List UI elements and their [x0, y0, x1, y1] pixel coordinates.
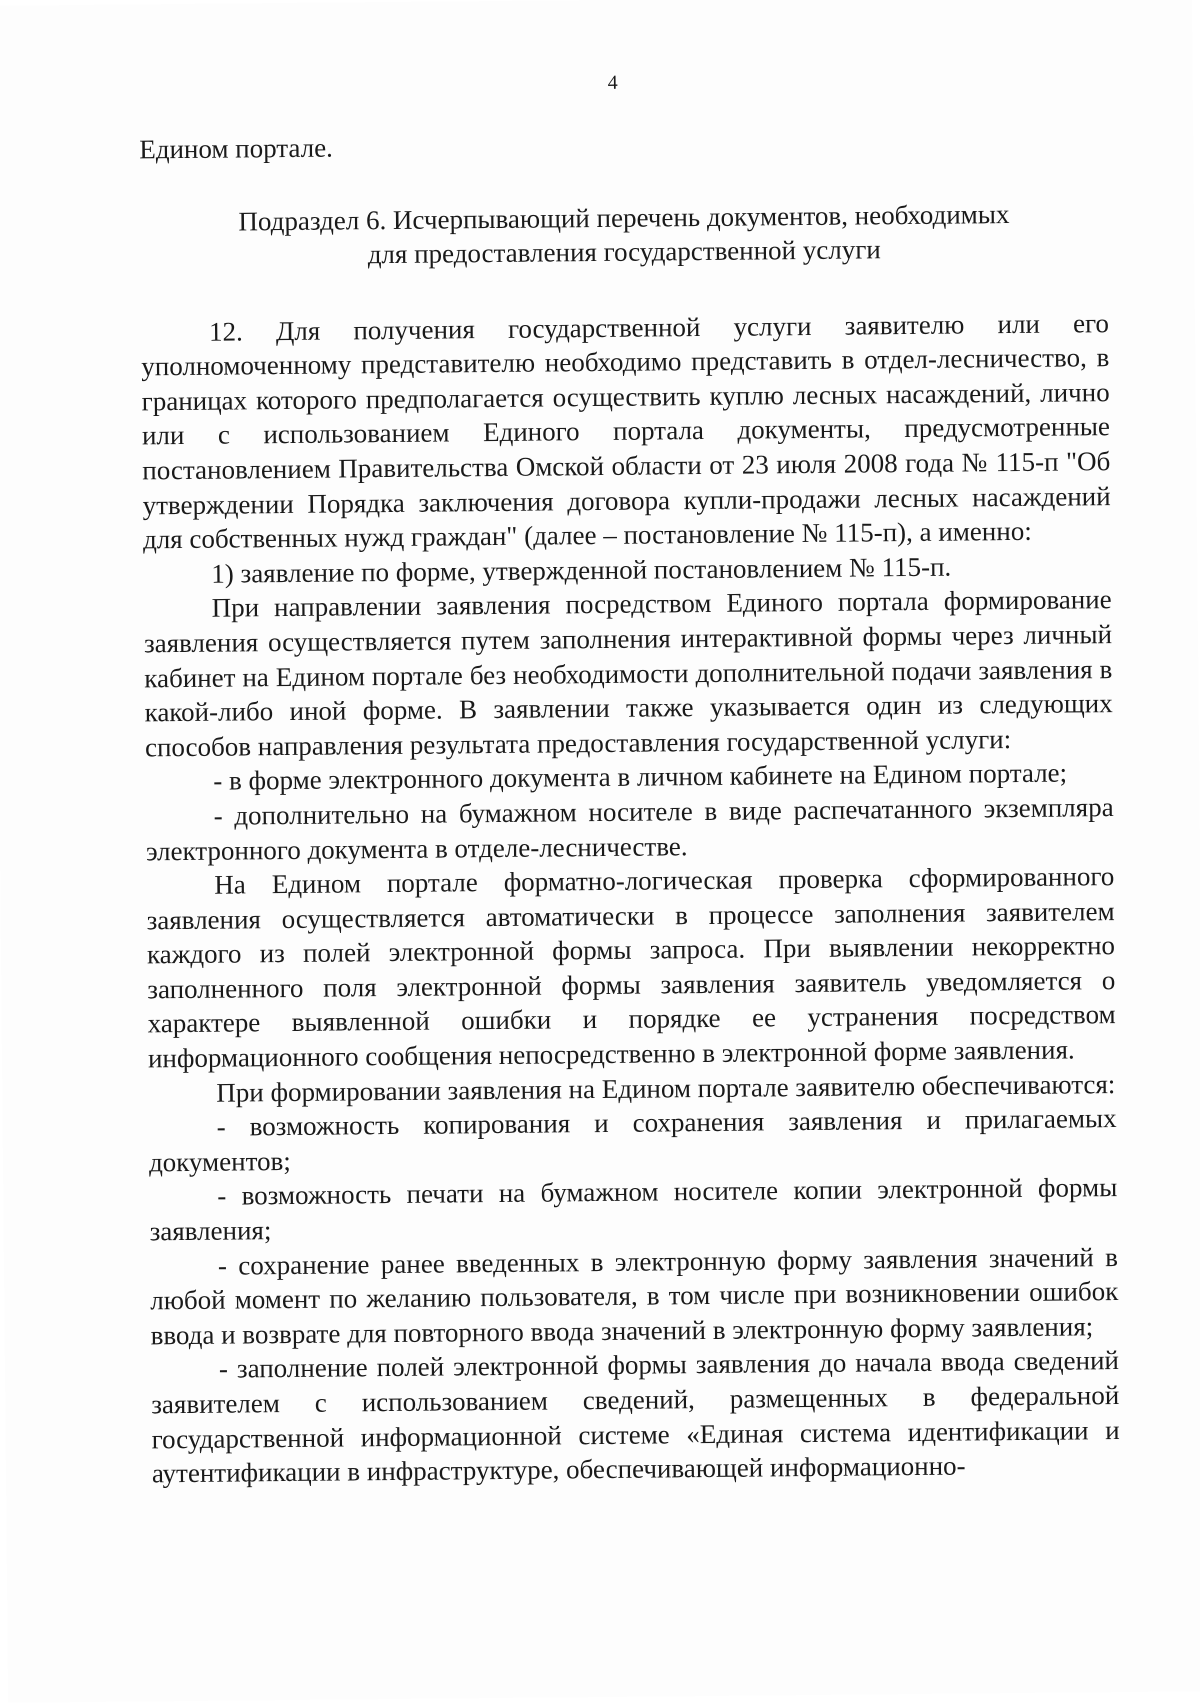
- paragraph-portal-submission: При направлении заявления посредством Единого портала формирование заявления осуществляется путем заполнения интерактивной формы через личный кабинет на Едином портале без необходимости дополнительной подачи заявления в какой-либо иной форме. В заявлении также указывается один из следующих способов направления результата предоставления государственной услуги:: [143, 584, 1113, 763]
- page-number: 4: [607, 71, 618, 94]
- paragraph-subitem-1: 1) заявление по форме, утвержденной постановлением № 115-п.: [211, 551, 952, 589]
- section-heading: [140, 196, 1109, 273]
- document-body: [139, 123, 1120, 1491]
- list-item-electronic-document: - в форме электронного документа в личном кабинете на Едином портале;: [213, 757, 1068, 797]
- list-item-save-values: - сохранение ранее введенных в электронную форму заявления значений в любой момент по желанию пользователя, в том числе при возникновении ошибок ввода и возврате для повторного ввода значений в электронную форму заявления;: [150, 1241, 1119, 1351]
- paragraph-portal-provides: При формировании заявления на Едином портале заявителю обеспечиваются:: [216, 1068, 1116, 1108]
- paragraph-format-check: На Едином портале форматно-логическая проверка сформированного заявления осуществляется автоматически в процессе заполнения заявителем каждого из полей электронной формы запроса. При выявлении некорректно заполненного поля электронной формы заявления заявитель уведомляется о характере выявленной ошибки и порядке ее устранения посредством информационного сообщения непосредственно в электронной форме заявления.: [146, 861, 1116, 1074]
- section-heading-line-1: Подраздел 6. Исчерпывающий перечень документов, необходимых: [238, 198, 1010, 237]
- continued-line: Едином портале.: [139, 132, 333, 165]
- paragraph-item-12: 12. Для получения государственной услуги заявителю или его уполномоченному представителю необходимо представить в отдел-лесничество, в границах которого предполагается осуществить куплю лесных насаждений, лично или с использованием Единого портала документы, предусмотренные постановлением Правительства Омской области от 23 июля 2008 года № 115-п "Об утверждении Порядка заключения договора купли-продажи лесных насаждений для собственных нужд граждан" (далее – постановление № 115-п), а именно:: [141, 307, 1111, 555]
- list-item-paper-copy: - дополнительно на бумажном носителе в виде распечатанного экземпляра электронного документа в отделе-лесничестве.: [145, 791, 1114, 866]
- list-item-prefill: - заполнение полей электронной формы заявления до начала ввода сведений заявителем с использованием сведений, размещенных в федеральной государственной информационной системе «Единая система идентификации и аутентификации в инфраструктуре, обеспечивающей информационно-: [151, 1345, 1120, 1489]
- section-heading-line-2: для предоставления государственной услуги: [367, 233, 881, 269]
- list-item-print: - возможность печати на бумажном носителе копии электронной формы заявления;: [149, 1172, 1118, 1247]
- list-item-copy-save: - возможность копирования и сохранения заявления и прилагаемых документов;: [148, 1103, 1117, 1178]
